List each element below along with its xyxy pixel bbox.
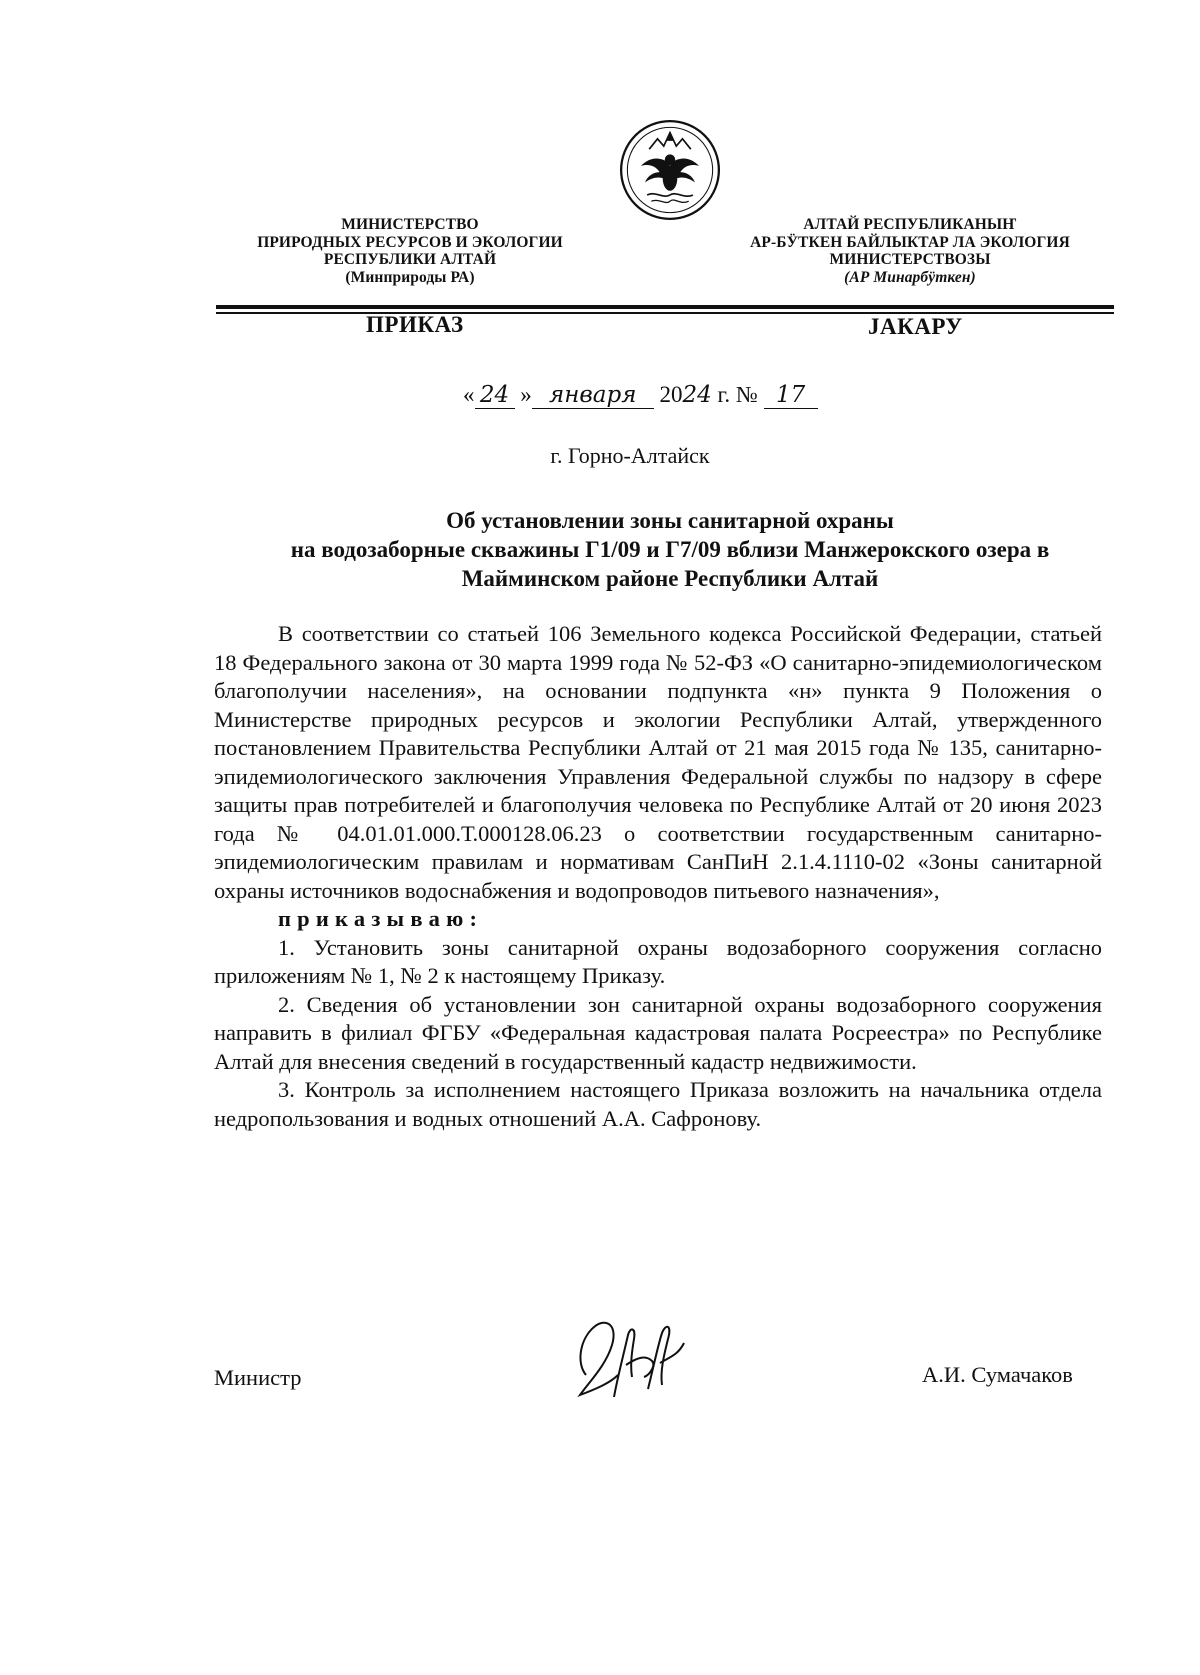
- signatory-title: Министр: [214, 1365, 302, 1390]
- order-item-1: 1. Установить зоны санитарной охраны водозаборного сооружения согласно приложениям № 1, № 2 к настоящему Приказу.: [214, 934, 1102, 988]
- preamble-paragraph: В соответствии со статьей 106 Земельного кодекса Российской Федерации, статьей 18 Федерального закона от 30 марта 1999 года № 52-ФЗ «О санитарно-эпидемиологическом благополучии населения», на основании подпункта «н» пункта 9 Положения о Министерстве природных ресурсов и экологии Республики Алтай, утвержденного постановлением Правительства Республики Алтай от 21 мая 2015 года № 135, санитарно-эпидемиологического заключения Управления Федеральной службы по надзору в сфере защиты прав потребителей и благополучия человека по Республике Алтай от 20 июня 2023 года № 04.01.01.000.Т.000128.06.23 о соответствии государственным санитарно-эпидемиологическим правилам и нормативам СанПиН 2.1.4.1110-02 «Зоны санитарной охраны источников водоснабжения и водопроводов питьевого назначения»,: [214, 621, 1102, 903]
- date-month: января: [532, 382, 654, 409]
- header-divider-thin: [216, 312, 1114, 314]
- ministry-abbreviation-altai: (АР Минарбӱткен): [844, 268, 976, 286]
- doc-type-russian: ПРИКАЗ: [366, 312, 464, 337]
- order-directive-word: приказываю:: [278, 906, 484, 931]
- ministry-name-altai-line-1: АЛТАЙ РЕСПУБЛИКАНЫҤ: [803, 216, 1017, 233]
- handwritten-signature: [566, 1305, 696, 1413]
- order-date-number: [463, 382, 818, 409]
- issue-city: г. Горно-Алтайск: [550, 443, 710, 468]
- ministry-name-line-2: ПРИРОДНЫХ РЕСУРСОВ И ЭКОЛОГИИ: [257, 233, 563, 251]
- order-body: [214, 620, 1102, 1133]
- ministry-name-altai-line-3: МИНИСТЕРСТВОЗЫ: [829, 251, 991, 268]
- order-title-line-2: на водозаборные скважины Г1/09 и Г7/09 вблизи Манжерокского озера в: [290, 537, 1050, 562]
- ministry-abbreviation: (Минприроды РА): [345, 268, 475, 286]
- ministry-name-line-3: РЕСПУБЛИКИ АЛТАЙ: [323, 251, 497, 268]
- ministry-name-russian: [220, 216, 600, 286]
- date-year-suffix: 24: [682, 382, 712, 408]
- date-close-quote: »: [520, 382, 532, 407]
- date-day: 24: [475, 382, 515, 409]
- order-title-line-1: Об установлении зоны санитарной охраны: [446, 508, 894, 533]
- order-item-3: 3. Контроль за исполнением настоящего Приказа возложить на начальника отдела недропользования и водных отношений А.А. Сафронову.: [214, 1077, 1102, 1131]
- ministry-name-line-1: МИНИСТЕРСТВО: [341, 216, 479, 233]
- order-title: [210, 506, 1130, 593]
- doc-type-altai: JАКАРУ: [868, 314, 963, 339]
- ministry-name-altai: [720, 216, 1100, 286]
- ministry-name-altai-line-2: АР-БӰТКЕН БАЙЛЫКТАР ЛА ЭКОЛОГИЯ: [750, 233, 1070, 251]
- header-divider-thick: [216, 305, 1114, 309]
- order-item-2: 2. Сведения об установлении зон санитарной охраны водозаборного сооружения направить в филиал ФГБУ «Федеральная кадастровая палата Росреестра» по Республике Алтай для внесения сведений в государственный кадастр недвижимости.: [214, 991, 1102, 1074]
- date-year-unit: г. №: [717, 382, 758, 407]
- order-number: 17: [764, 382, 818, 409]
- coat-of-arms-emblem: [618, 118, 722, 222]
- order-title-line-3: Майминском районе Республики Алтай: [461, 566, 879, 591]
- date-year-prefix: 20: [659, 382, 683, 407]
- date-open-quote: «: [463, 382, 475, 407]
- signatory-name: А.И. Сумачаков: [922, 1362, 1073, 1387]
